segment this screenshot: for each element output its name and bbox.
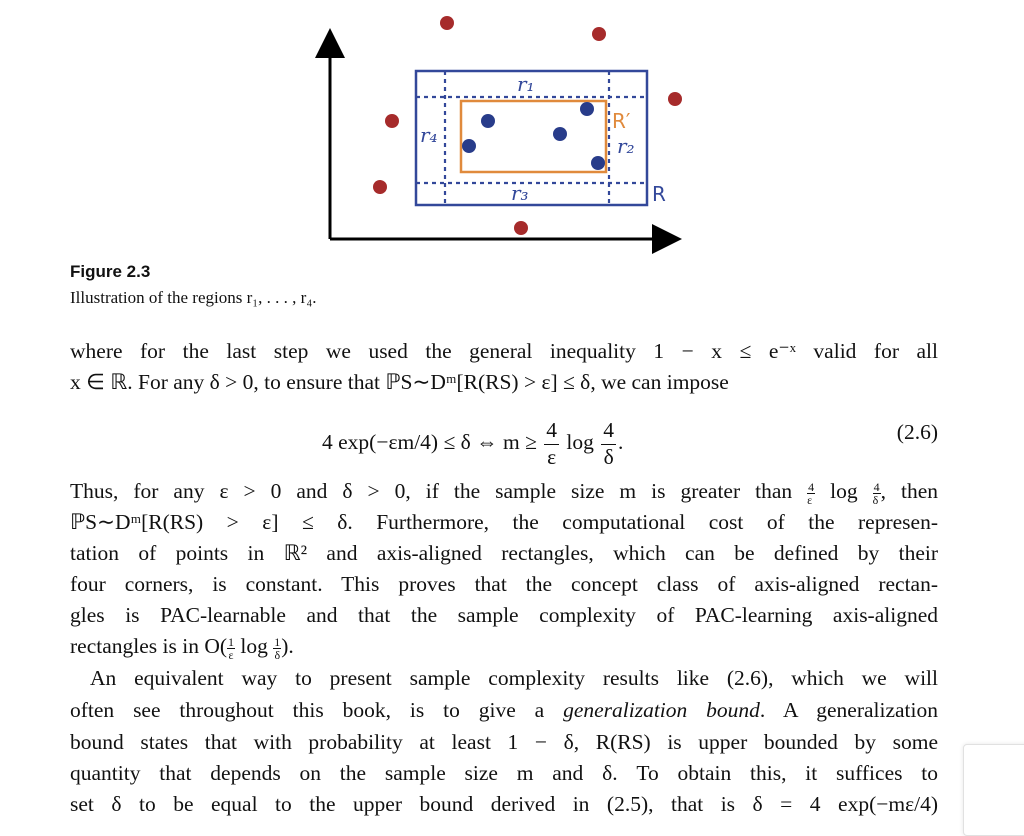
fraction-numerator: 1 <box>228 634 235 649</box>
equation-2-6: 4 exp(−εm/4) ≤ δ ⇔ m ≥ $\frac{4}{\varepsilon}$ log $\frac{4}{\delta}$ . (2.6) <box>322 418 938 469</box>
fraction <box>601 420 616 468</box>
log-operator: log <box>240 634 268 658</box>
text-line: where for the last step we used the general inequality 1 − x ≤ e⁻ˣ valid for all <box>70 339 938 363</box>
fraction-numerator: 1 <box>274 634 281 649</box>
text-line: An equivalent way to present sample complexity results like (2.6), which we will <box>90 666 938 690</box>
negative-point <box>385 114 399 128</box>
text-segment: ). <box>281 634 294 658</box>
text-segment: , then <box>880 479 939 503</box>
negative-point <box>373 180 387 194</box>
emphasized-term: generalization bound <box>563 698 760 722</box>
positive-point <box>462 139 476 153</box>
text-line <box>70 631 938 662</box>
text-line: x ∈ ℝ. For any δ > 0, to ensure that ℙS∼Dᵐ[R(RS) > ε] ≤ δ, we can impose <box>70 370 729 394</box>
fraction-denominator: ε <box>807 492 813 507</box>
inline-fraction <box>807 481 815 506</box>
text-segment: rectangles is in O( <box>70 634 228 658</box>
label-R-prime: R′ <box>612 109 631 133</box>
fraction-denominator: δ <box>603 444 614 469</box>
text-segment: . A generalization <box>759 698 938 722</box>
negative-point <box>592 27 606 41</box>
positive-point <box>580 102 594 116</box>
text-line: bound states that with probability at least 1 − δ, R(RS) is upper bounded by some <box>70 730 938 754</box>
figure-caption-title: Figure 2.3 <box>70 262 151 281</box>
fraction-denominator: ε <box>228 647 234 662</box>
fraction-numerator: 4 <box>544 420 559 445</box>
negative-point <box>440 16 454 30</box>
fraction <box>544 420 559 468</box>
log-operator: log <box>566 429 594 454</box>
text-segment: Thus, for any ε > 0 and δ > 0, if the sample size m is greater than <box>70 479 793 503</box>
label-r2: r₂ <box>617 134 635 158</box>
inline-fraction <box>227 636 235 661</box>
text-segment: often see throughout this book, is to give a <box>70 698 545 722</box>
label-r3: r₃ <box>511 181 529 205</box>
positive-point <box>553 127 567 141</box>
text-line <box>70 695 938 726</box>
text-line: quantity that depends on the sample size m and δ. To obtain this, it suffices to <box>70 761 938 785</box>
positive-point <box>591 156 605 170</box>
fraction-numerator: 4 <box>808 479 815 494</box>
label-R: R <box>652 182 666 206</box>
text-line: gles is PAC-learnable and that the sample complexity of PAC-learning axis-aligned <box>70 603 938 627</box>
positive-point <box>481 114 495 128</box>
equation-number: (2.6) <box>896 420 938 444</box>
negative-point <box>514 221 528 235</box>
equation-lhs: 4 exp(−εm/4) ≤ δ ⇔ m ≥ <box>322 429 537 454</box>
label-r4: r₄ <box>420 123 438 147</box>
regions-figure <box>0 0 1024 260</box>
fraction-denominator: ε <box>547 444 557 469</box>
fraction-numerator: 4 <box>601 420 616 445</box>
text-line <box>70 476 938 507</box>
text-line: ℙS∼Dᵐ[R(RS) > ε] ≤ δ. Furthermore, the computational cost of the represen- <box>70 510 938 534</box>
text-line: tation of points in ℝ² and axis-aligned rectangles, which can be defined by their <box>70 541 938 565</box>
negative-point <box>668 92 682 106</box>
fraction-denominator: δ <box>274 647 281 662</box>
figure-caption-text: Illustration of the regions r₁, . . . , r₄. <box>70 288 317 307</box>
text-line: set δ to be equal to the upper bound derived in (2.5), that is δ = 4 exp(−mε/4) <box>70 792 938 816</box>
inline-fraction <box>873 481 881 506</box>
text-line: four corners, is constant. This proves that the concept class of axis-aligned rectan- <box>70 572 938 596</box>
floating-panel[interactable] <box>963 744 1024 836</box>
label-r1: r₁ <box>517 72 535 96</box>
fraction-numerator: 4 <box>873 479 880 494</box>
log-operator: log <box>830 479 858 503</box>
fraction-denominator: δ <box>872 492 879 507</box>
